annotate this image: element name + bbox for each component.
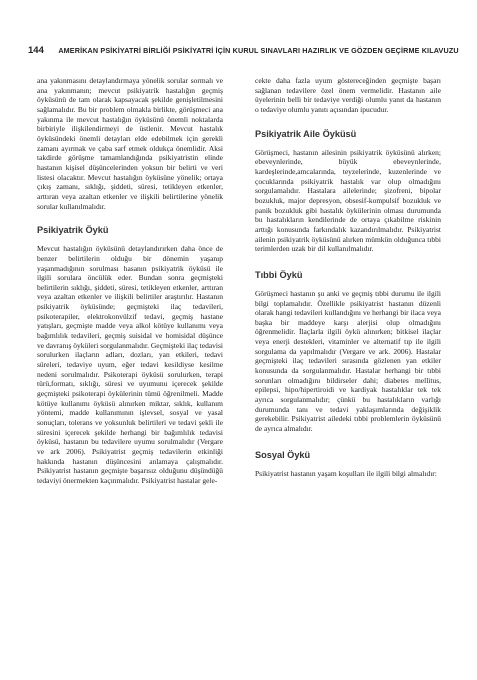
right-column xyxy=(255,76,441,478)
paragraph-medical-history: Görüşmeci hastanın şu anki ve geçmiş tıbbi durumu ile ilgili bilgi toplamalıdır. Özellikle psikiyatrist hastanın düzenli olarak hangi tedavileri kullandığını ve herhangi bir ilaca veya başka bir maddeye karşı alerjisi olup olmadığını öğrenmelidir. İlaçlarla ilgili öykü alınırken; bitkisel ilaçlar veya enerji destekleri, vitaminler ve alternatif tıp ile ilgili sorgulama da yapılmalıdır (Vergare ve ark. 2006). Hastalar geçmişteki ilaç tedavileri sırasında gözlenen yan etkiler konusunda da sorgulanmalıdır. Hastalar herhangi bir tıbbi sorunları olmadığını bildirseler dahi; diabetes mellitus, epilepsi, hipo/hipertiroidi ve kardiyak hastalıklar tek tek ayrıca sorgulanmalıdır; çünkü bu hastalıkların varlığı durumunda tanı ve tedavi yaklaşımlarında değişiklik gerekebilir. Psikiyatrist ailedeki tıbbi problemlerin öyküsünü de ayrıca almalıdır. xyxy=(255,288,441,434)
running-header xyxy=(28,40,468,58)
paragraph-continued: cekte daha fazla uyum göstereceğinden geçmişte başarı sağlanan tedavilere özel önem vermelidir. Hastanın aile üyelerinin belli bir tedaviye verdiği olumlu yanıt da hastanın o tedaviye olumlu yanıtı açısından ipucudur. xyxy=(255,76,441,114)
page-number: 144 xyxy=(28,45,44,56)
running-title: AMERİKAN PSİKİYATRİ BİRLİĞİ PSİKİYATRİ İÇİN KURUL SINAVLARI HAZIRLIK VE GÖZDEN GEÇİRME KILAVUZU xyxy=(58,46,459,55)
paragraph-social-history: Psikiyatrist hastanın yaşam koşulları ile ilgili bilgi almalıdır: xyxy=(255,468,437,478)
paragraph-present-illness: ana yakınmasını detaylandırmaya yönelik sorular sormalı ve ana yakınmanın; mevcut psikiyatrik hastalığın geçmiş öyküsünü de tam olarak kapsayacak şekilde genişletilmesini sağlamalıdır. Bu bir problem olmakla birlikte, görüşmeci ana yakınma ile mevcut hastalığın öyküsünü önemli noktalarda birbiriyle ilişkilendirmeyi de üstlenir. Mevcut hastalık öyküsündeki önemli detayları elde edebilmek için gerekli zamanı ayırmak ve çaba sarf etmek oldukça önemlidir. Aksi takdirde görüşme tamamlandığında psikiyatristin elinde hastanın kişisel düşüncelerinden yoksun bir belirti ve veri listesi olacaktır. Mevcut hastalığın öyküsüne yönelik; ortaya çıkış zamanı, sıklığı, şiddeti, süresi, tetikleyen etkenler, arttıran veya azaltan etkenler ve ilişkili belirtilerine yönelik sorular kullanılmalıdır. xyxy=(37,76,223,211)
heading-family-history: Psikiyatrik Aile Öyküsü xyxy=(255,128,357,139)
left-column xyxy=(37,76,223,486)
heading-medical-history: Tıbbi Öykü xyxy=(255,269,303,280)
heading-psychiatric-history: Psikiyatrik Öykü xyxy=(37,225,109,236)
heading-social-history: Sosyal Öykü xyxy=(255,449,311,460)
paragraph-psychiatric-history: Mevcut hastalığın öyküsünü detaylandırırken daha önce de benzer belirtilerin olduğu bir dönemin yaşanıp yaşanmadığının sorulması hasanın psikiyatrik öyküsü ile ilgili sorulara öncülük eder. Bundan sonra geçmişteki belirtilerin sıklığı, şiddeti, süresi, tetikleyen etkenler, arttıran veya azaltan etkenler ve ilişkili belirtiler araştırılır. Hastanın psikiyatrik öyküsünde; geçmişteki ilaç tedavileri, psikoterapiler, elektrokonvülzif tedavi, geçmiş hastane yatışları, geçmişte madde veya alkol kötüye kullanımı veya bağımlılık tedavileri, geçmiş suisidal ve homisidal düşünce ve davranış öyküleri sorgulanmalıdır. Geçmişteki ilaç tedavisi sorulurken ilaçların adları, dozları, yan etkileri, tedavi süreleri, tedaviye uyum, eğer tedavi kesildiyse kesilme nedeni sorulmalıdır. Psikoterapi öyküsü sorulurken, terapi türü,formatı, sıklığı, süresi ve uyumunu içerecek şekilde geçmişteki psikoterapi öykülerinin tümü öğrenilmeli. Madde kötüye kullanımı öyküsü alınırken miktar, sıklık, kullanım yöntemi, madde kullanımının işlevsel, sosyal ve yasal sonuçları, tolerans ve yoksunluk belirtileri ve tedavi şekli ile süresini içerecek şekilde herhangi bir bağımlılık tedavisi öyküsü, hastanın bu tedavilere uyumu sorulmalıdır (Vergare ve ark 2006). Psikiyatrist geçmiş tedavilerin etkinliği hakkında hastanın düşüncesini anlamaya çalışmalıdır. Psikiyatrist hastanın geçmişte başarısız olduğunu düşündüğü tedaviyi önermekten kaçınmalıdır. Psikiyatrist hastalar gele- xyxy=(37,244,223,485)
paragraph-family-history: Görüşmeci, hastanın ailesinin psikiyatrik öyküsünü alırken; ebeveynlerinde, büyük ebeveynlerinde, kardeşlerinde,amcalarında, teyzelerinde, kuzenlerinde ve çocuklarında psikiyatrik hastalık var olup olmadığını sorgulamalıdır. Hastalara ailelerinde; şizofreni, bipolar bozukluk, major depresyon, obsesif-kompulsif bozukluk ve panik bozukluk gibi hastalık öykülerinin olması durumunda bu hastalıkların kendilerinde de ortaya çıkabilme riskinin arttığı konusunda farkındalık kazandırılmalıdır. Psikiyatrist ailenin psikiyatrik öyküsünü alırken mümkün olduğunca tıbbi terimlerden uzak bir dil kullanılmalıdır. xyxy=(255,147,441,254)
